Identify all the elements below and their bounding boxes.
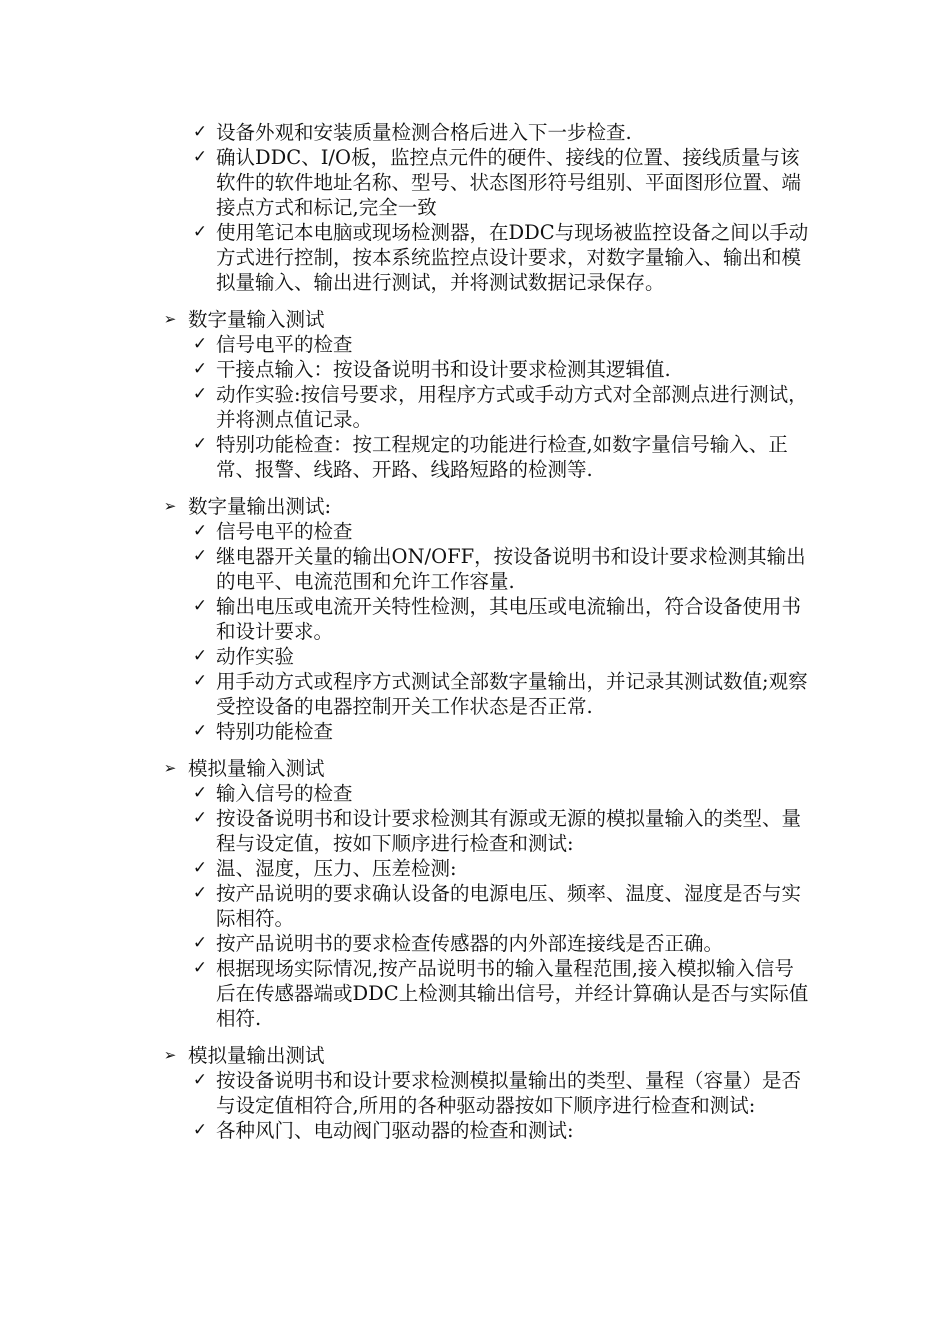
section-heading <box>160 307 810 332</box>
checkmark-icon: ✓ <box>192 1120 208 1140</box>
checkmark-icon: ✓ <box>192 546 208 566</box>
list-item-text: 动作实验:按信号要求，用程序方式或手动方式对全部测点进行测试，并将测点值记录。 <box>216 383 808 431</box>
list-item <box>160 519 810 544</box>
section-heading <box>160 1043 810 1068</box>
arrow-bullet-icon: ➢ <box>163 310 177 328</box>
list-item-text: 设备外观和安装质量检测合格后进入下一步检查. <box>216 121 632 144</box>
list-item <box>160 669 810 719</box>
checkmark-icon: ✓ <box>192 384 208 404</box>
list-item <box>160 594 810 644</box>
list-item-text: 继电器开关量的输出ON/OFF，按设备说明书和设计要求检测其输出的电平、电流范围和允许工作容量. <box>216 545 806 593</box>
list-item <box>160 432 810 482</box>
checkmark-icon: ✓ <box>192 808 208 828</box>
checkmark-icon: ✓ <box>192 858 208 878</box>
checkmark-icon: ✓ <box>192 521 208 541</box>
list-item <box>160 781 810 806</box>
list-item-text: 干接点输入：按设备说明书和设计要求检测其逻辑值. <box>216 358 671 381</box>
list-item-text: 信号电平的检查 <box>216 333 353 356</box>
section-title: 模拟量输入测试 <box>188 757 325 780</box>
list-item <box>160 357 810 382</box>
list-item-text: 温、湿度，压力、压差检测: <box>216 857 457 880</box>
list-item <box>160 856 810 881</box>
section-title: 数字量输入测试 <box>188 308 325 331</box>
intro-list <box>160 120 810 295</box>
list-item <box>160 220 810 295</box>
checkmark-icon: ✓ <box>192 883 208 903</box>
list-item <box>160 145 810 220</box>
arrow-bullet-icon: ➢ <box>163 759 177 777</box>
checkmark-icon: ✓ <box>192 359 208 379</box>
list-item-text: 按产品说明的要求确认设备的电源电压、频率、温度、湿度是否与实际相符。 <box>216 882 802 930</box>
list-item <box>160 881 810 931</box>
list-item-text: 用手动方式或程序方式测试全部数字量输出，并记录其测试数值;观察受控设备的电器控制开关工作状态是否正常. <box>216 670 808 718</box>
checkmark-icon: ✓ <box>192 721 208 741</box>
checkmark-icon: ✓ <box>192 783 208 803</box>
checkmark-icon: ✓ <box>192 646 208 666</box>
list-item <box>160 120 810 145</box>
section-title: 模拟量输出测试 <box>188 1044 325 1067</box>
list-item <box>160 544 810 594</box>
list-item-text: 动作实验 <box>216 645 295 668</box>
checkmark-icon: ✓ <box>192 222 208 242</box>
list-item-text: 按产品说明书的要求检查传感器的内外部连接线是否正确。 <box>216 932 724 955</box>
list-item <box>160 931 810 956</box>
list-item-text: 按设备说明书和设计要求检测其有源或无源的模拟量输入的类型、量程与设定值，按如下顺序进行检查和测试: <box>216 807 802 855</box>
list-item-text: 输出电压或电流开关特性检测，其电压或电流输出，符合设备使用书和设计要求。 <box>216 595 802 643</box>
checkmark-icon: ✓ <box>192 147 208 167</box>
list-item-text: 根据现场实际情况,按产品说明书的输入量程范围,接入模拟输入信号后在传感器端或DDC上检测其输出信号，并经计算确认是否与实际值相符. <box>216 957 809 1030</box>
section-heading <box>160 494 810 519</box>
checkmark-icon: ✓ <box>192 596 208 616</box>
list-item <box>160 382 810 432</box>
list-item <box>160 719 810 744</box>
checkmark-icon: ✓ <box>192 958 208 978</box>
checkmark-icon: ✓ <box>192 434 208 454</box>
list-item-text: 按设备说明书和设计要求检测模拟量输出的类型、量程（容量）是否与设定值相符合,所用的各种驱动器按如下顺序进行检查和测试: <box>216 1069 802 1117</box>
checkmark-icon: ✓ <box>192 933 208 953</box>
list-item <box>160 956 810 1031</box>
section-heading <box>160 756 810 781</box>
section-title: 数字量输出测试: <box>188 495 332 518</box>
list-item-text: 各种风门、电动阀门驱动器的检查和测试: <box>216 1119 574 1142</box>
document-body <box>160 120 810 1143</box>
list-item-text: 特别功能检查：按工程规定的功能进行检查,如数字量信号输入、正常、报警、线路、开路、线路短路的检测等. <box>216 433 788 481</box>
list-item-text: 确认DDC、I/O板，监控点元件的硬件、接线的位置、接线质量与该软件的软件地址名称、型号、状态图形符号组别、平面图形位置、端接点方式和标记,完全一致 <box>216 146 802 219</box>
list-item <box>160 1118 810 1143</box>
checkmark-icon: ✓ <box>192 671 208 691</box>
list-item-text: 输入信号的检查 <box>216 782 353 805</box>
arrow-bullet-icon: ➢ <box>163 497 177 515</box>
list-item <box>160 806 810 856</box>
list-item <box>160 1068 810 1118</box>
list-item <box>160 644 810 669</box>
arrow-bullet-icon: ➢ <box>163 1046 177 1064</box>
checkmark-icon: ✓ <box>192 334 208 354</box>
checkmark-icon: ✓ <box>192 122 208 142</box>
checkmark-icon: ✓ <box>192 1070 208 1090</box>
list-item-text: 信号电平的检查 <box>216 520 353 543</box>
list-item-text: 使用笔记本电脑或现场检测器，在DDC与现场被监控设备之间以手动方式进行控制，按本系统监控点设计要求，对数字量输入、输出和模拟量输入、输出进行测试，并将测试数据记录保存。 <box>216 221 809 294</box>
list-item-text: 特别功能检查 <box>216 720 334 743</box>
list-item <box>160 332 810 357</box>
